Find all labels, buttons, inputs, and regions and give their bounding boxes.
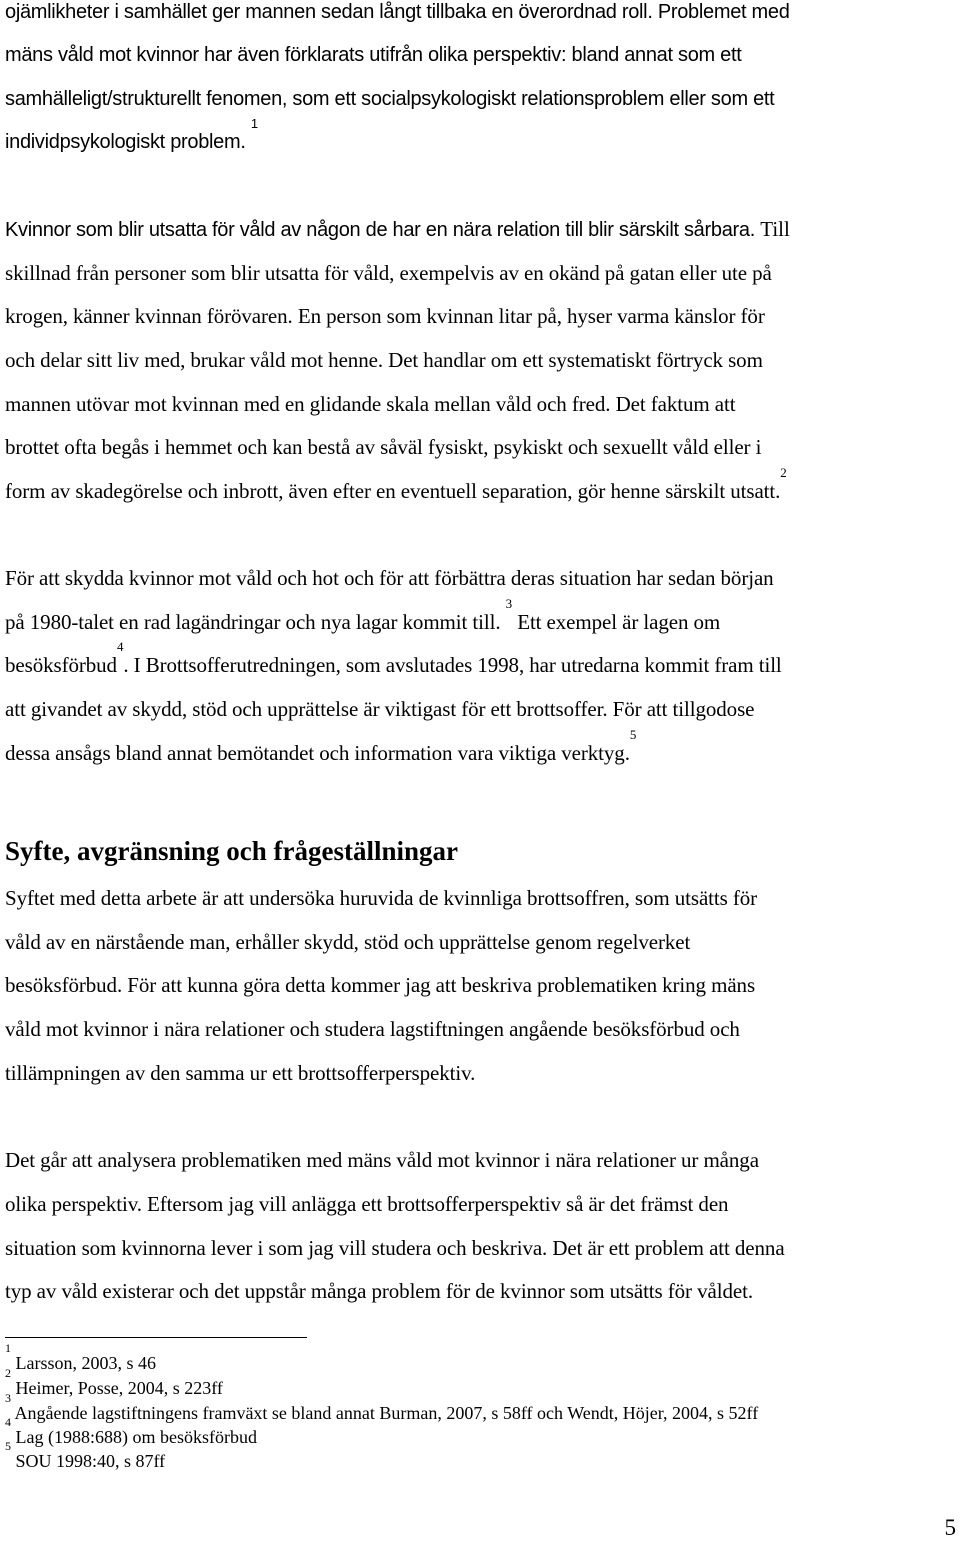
para5-line3: situation som kvinnorna lever i som jag vill studera och beskriva. Det är ett problem att denna [5, 1236, 785, 1260]
footnote-ref: 3 [505, 596, 513, 611]
para2-line4: och delar sitt liv med, brukar våld mot henne. Det handlar om ett systematiskt förtryck som [5, 348, 763, 372]
para4-line5: tillämpningen av den samma ur ett brottsofferperspektiv. [5, 1061, 476, 1085]
footnote-ref: 1 [250, 116, 258, 131]
footnote-4: $^4$ Lag (1988:688) om besöksförbud [5, 1415, 257, 1447]
para2-line3: krogen, känner kvinnan förövaren. En person som kvinnan litar på, hyser varma känslor för [5, 304, 765, 328]
para1-line3: samhälleligt/strukturellt fenomen, som ett socialpsykologiskt relationsproblem eller som ett [5, 88, 775, 110]
section-heading: Syfte, avgränsning och frågeställningar [5, 836, 459, 866]
footnote-1: $^1$ Larsson, 2003, s 46 [5, 1341, 156, 1373]
para2-line2: skillnad från personer som blir utsatta för våld, exempelvis av en okänd på gatan eller ute på [5, 261, 772, 285]
para3-line2: på 1980-talet en rad lagändringar och nya lagar kommit till. $^3$ Ett exempel är lagen om [5, 596, 721, 634]
para5-line4: typ av våld existerar och det uppstår många problem för de kvinnor som utsätts för våldet. [5, 1279, 753, 1303]
para2-line7: form av skadegörelse och inbrott, även efter en eventuell separation, gör henne särskilt utsatt.$^2$ [5, 465, 787, 503]
footnote-2: $^2$ Heimer, Posse, 2004, s 223ff [5, 1366, 223, 1398]
para3-line4: att givandet av skydd, stöd och upprättelse är viktigast för ett brottsoffer. För att tillgodose [5, 697, 755, 721]
para2-line1: Kvinnor som blir utsatta för våld av någon de har en nära relation till blir särskilt sårbara. Till [5, 217, 790, 241]
para5-line2: olika perspektiv. Eftersom jag vill anlägga ett brottsofferperspektiv så är det främst den [5, 1192, 729, 1216]
footnote-ref: 2 [780, 465, 787, 480]
para1-line1: ojämlikheter i samhället ger mannen sedan långt tillbaka en överordnad roll. Problemet med [5, 1, 790, 23]
para4-line1: Syftet med detta arbete är att undersöka huruvida de kvinnliga brottsoffren, som utsätts för [5, 886, 758, 910]
footnote-5: $^5$ SOU 1998:40, s 87ff [5, 1439, 166, 1471]
para4-line2: våld av en närstående man, erhåller skydd, stöd och upprättelse genom regelverket [5, 930, 691, 954]
para3-line5: dessa ansågs bland annat bemötandet och information vara viktiga verktyg.$^5$ [5, 727, 637, 765]
footnote-ref: 5 [629, 727, 637, 742]
para1-line4: individpsykologiskt problem. $^1$ [5, 116, 258, 153]
page-number: 5 [944, 1515, 956, 1540]
footnote-separator [5, 1337, 307, 1338]
para4-line3: besöksförbud. För att kunna göra detta kommer jag att beskriva problematiken kring mäns [5, 973, 756, 997]
para1-line2: mäns våld mot kvinnor har även förklarats utifrån olika perspektiv: bland annat som ett [5, 44, 742, 66]
para3-line3: besöksförbud$^4$. I Brottsofferutredningen, som avslutades 1998, har utredarna kommit fram till [5, 639, 782, 677]
para5-line1: Det går att analysera problematiken med mäns våld mot kvinnor i nära relationer ur många [5, 1148, 759, 1172]
para4-line4: våld mot kvinnor i nära relationer och studera lagstiftningen angående besöksförbud och [5, 1017, 740, 1041]
footnote-3: $^3$ Angående lagstiftningens framväxt se bland annat Burman, 2007, s 58ff och Wendt, Höjer, 2004, s 52ff [5, 1391, 759, 1423]
para3-line1: För att skydda kvinnor mot våld och hot och för att förbättra deras situation har sedan början [5, 566, 774, 590]
para2-line6: brottet ofta begås i hemmet och kan bestå av såväl fysiskt, psykiskt och sexuellt våld eller i [5, 435, 762, 459]
para2-line5: mannen utövar mot kvinnan med en glidande skala mellan våld och fred. Det faktum att [5, 392, 736, 416]
footnote-ref: 4 [116, 639, 124, 654]
